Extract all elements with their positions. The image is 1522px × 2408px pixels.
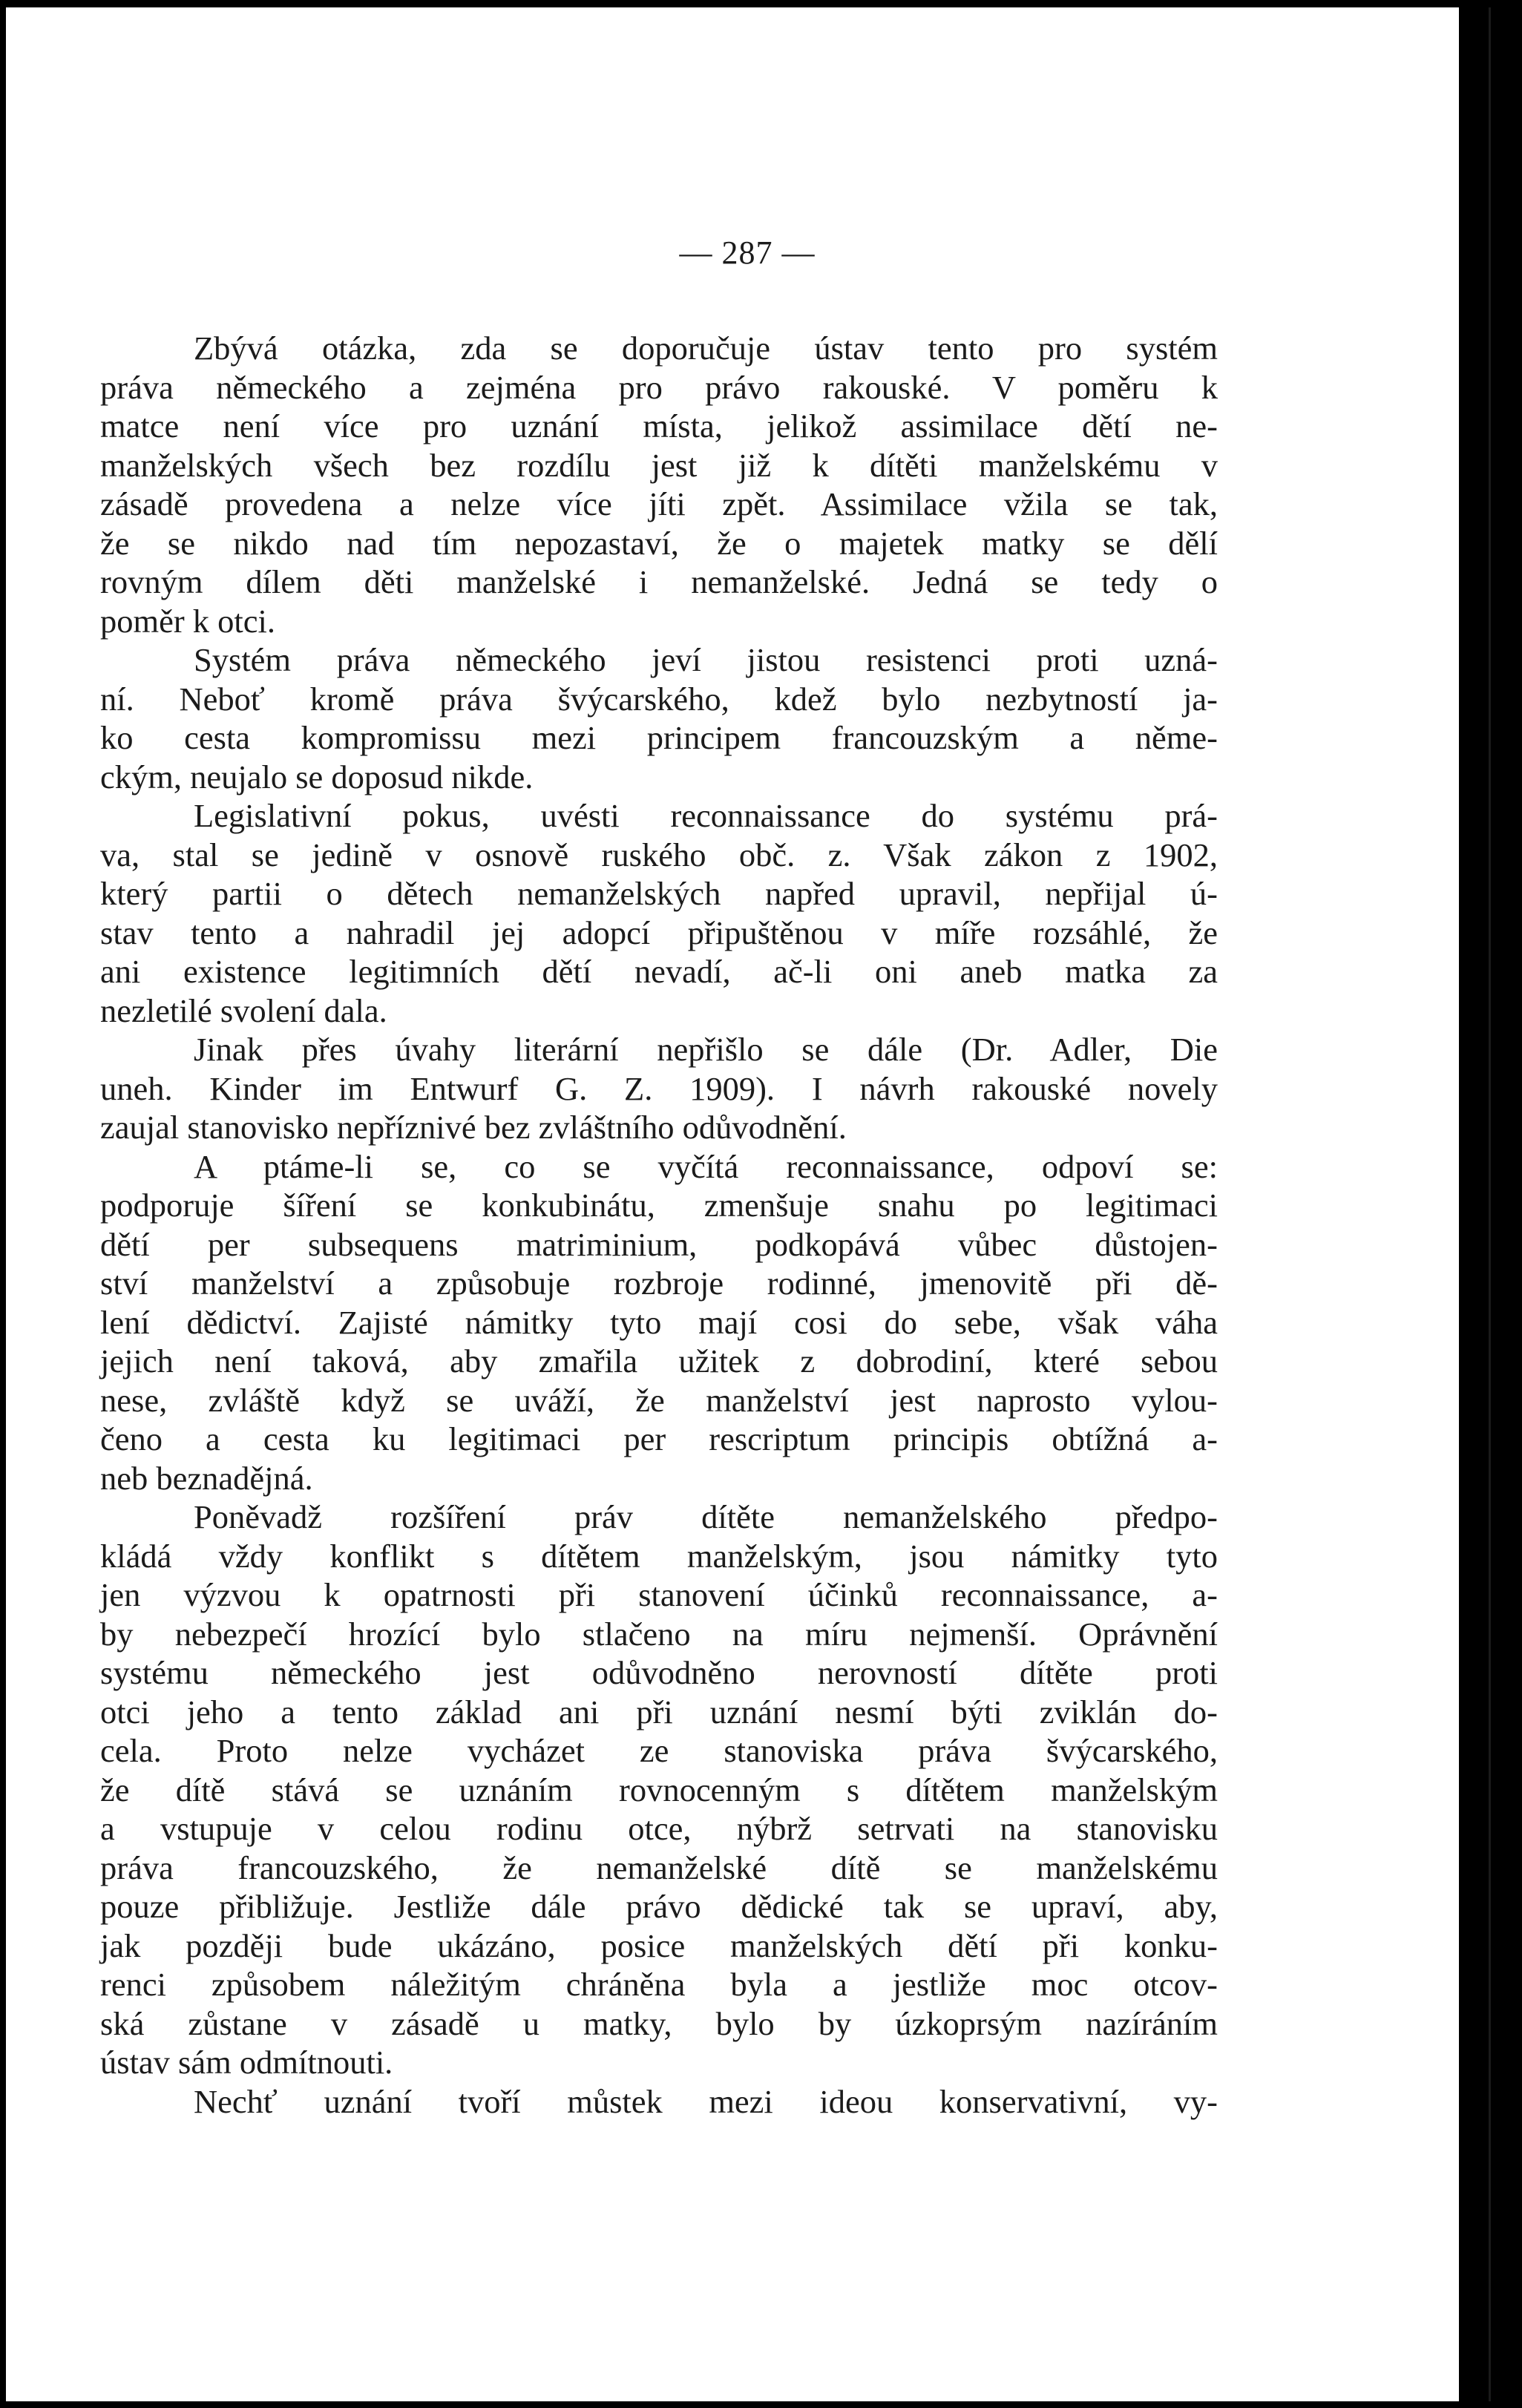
text-line: renci způsobem náležitým chráněna byla a jestliže moc otcov- xyxy=(100,1966,1218,2003)
body-text xyxy=(100,329,1218,2121)
text-line: který partii o dětech nemanželských napřed upravil, nepřijal ú- xyxy=(100,875,1218,912)
text-line: cela. Proto nelze vycházet ze stanoviska práva švýcarského, xyxy=(100,1732,1218,1769)
text-line: že se nikdo nad tím nepozastaví, že o majetek matky se dělí xyxy=(100,524,1218,562)
text-line: ská zůstane v zásadě u matky, bylo by úzkoprsým nazíráním xyxy=(100,2004,1218,2042)
text-line: va, stal se jedině v osnově ruského obč. z. Však zákon z 1902, xyxy=(100,836,1218,873)
page-number: — 287 — xyxy=(679,234,816,271)
text-line: a vstupuje v celou rodinu otce, nýbrž setrvati na stanovisku xyxy=(100,1810,1218,1847)
text-line: Jinak přes úvahy literární nepřišlo se dále (Dr. Adler, Die xyxy=(194,1031,1218,1068)
text-line: nese, zvláště když se uváží, že manželství jest naprosto vylou- xyxy=(100,1381,1218,1419)
text-line: A ptáme-li se, co se vyčítá reconnaissance, odpoví se: xyxy=(194,1147,1218,1185)
text-line: ckým, neujalo se doposud nikde. xyxy=(100,758,534,795)
text-line: ství manželství a způsobuje rozbroje rodinné, jmenovitě při dě- xyxy=(100,1264,1218,1302)
text-line: Zbývá otázka, zda se doporučuje ústav tento pro systém xyxy=(194,329,1218,367)
text-line: dětí per subsequens matriminium, podkopává vůbec důstojen- xyxy=(100,1225,1218,1263)
text-line: zaujal stanovisko nepříznivé bez zvláštního odůvodnění. xyxy=(100,1109,847,1146)
text-line: rovným dílem děti manželské i nemanželské. Jedná se tedy o xyxy=(100,563,1218,600)
text-line: matce není více pro uznání místa, jelikož assimilace dětí ne- xyxy=(100,407,1218,444)
text-line: lení dědictví. Zajisté námitky tyto mají cosi do sebe, však váha xyxy=(100,1303,1218,1341)
text-line: čeno a cesta ku legitimaci per rescriptum principis obtížná a- xyxy=(100,1420,1218,1457)
text-line: otci jeho a tento základ ani při uznání nesmí býti zviklán do- xyxy=(100,1693,1218,1730)
text-line: práva německého a zejména pro právo rakouské. V poměru k xyxy=(100,368,1218,406)
scanned-page xyxy=(6,7,1491,2401)
text-line: systému německého jest odůvodněno nerovností dítěte proti xyxy=(100,1654,1218,1691)
text-line: nezletilé svolení dala. xyxy=(100,991,387,1029)
text-line: ko cesta kompromissu mezi principem francouzským a něme- xyxy=(100,719,1218,756)
text-line: manželských všech bez rozdílu jest již k dítěti manželskému v xyxy=(100,446,1218,484)
text-line: zásadě provedena a nelze více jíti zpět. Assimilace vžila se tak, xyxy=(100,485,1218,522)
text-line: Legislativní pokus, uvésti reconnaissance do systému prá- xyxy=(194,797,1218,834)
text-line: neb beznadějná. xyxy=(100,1459,313,1497)
text-line: pouze přibližuje. Jestliže dále právo dědické tak se upraví, aby, xyxy=(100,1888,1218,1925)
text-line: jejich není taková, aby zmařila užitek z dobrodiní, které sebou xyxy=(100,1342,1218,1379)
text-line: Poněvadž rozšíření práv dítěte nemanželského předpo- xyxy=(194,1498,1218,1535)
text-line: ní. Neboť kromě práva švýcarského, kdež bylo nezbytností ja- xyxy=(100,680,1218,718)
text-line: jak později bude ukázáno, posice manželských dětí při konku- xyxy=(100,1926,1218,1964)
text-line: že dítě stává se uznáním rovnocenným s dítětem manželským xyxy=(100,1771,1218,1808)
text-line: ústav sám odmítnouti. xyxy=(100,2044,393,2081)
text-line: ani existence legitimních dětí nevadí, ač-li oni aneb matka za xyxy=(100,953,1218,990)
scan-edge xyxy=(1459,7,1489,2401)
text-line: podporuje šíření se konkubinátu, zmenšuje snahu po legitimaci xyxy=(100,1187,1218,1224)
text-line: jen výzvou k opatrnosti při stanovení účinků reconnaissance, a- xyxy=(100,1576,1218,1613)
text-line: práva francouzského, že nemanželské dítě se manželskému xyxy=(100,1848,1218,1886)
text-line: Nechť uznání tvoří můstek mezi ideou konservativní, vy- xyxy=(194,2082,1218,2120)
text-line: poměr k otci. xyxy=(100,602,276,640)
text-line: Systém práva německého jeví jistou resistenci proti uzná- xyxy=(194,641,1218,678)
text-line: kládá vždy konflikt s dítětem manželským, jsou námitky tyto xyxy=(100,1537,1218,1575)
text-line: uneh. Kinder im Entwurf G. Z. 1909). I návrh rakouské novely xyxy=(100,1069,1218,1107)
text-line: by nebezpečí hrozící bylo stlačeno na míru nejmenší. Oprávnění xyxy=(100,1615,1218,1653)
text-line: stav tento a nahradil jej adopcí připuštěnou v míře rozsáhlé, že xyxy=(100,913,1218,951)
